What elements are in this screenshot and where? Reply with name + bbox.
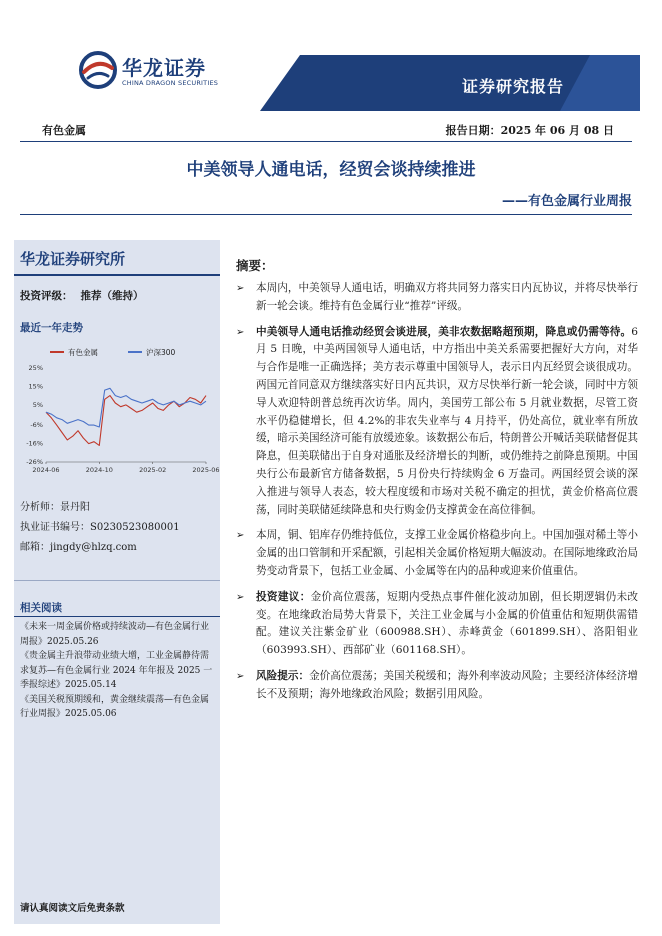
y-tick-label: 25% [28, 364, 43, 372]
rating-value: 推荐（维持） [80, 290, 144, 302]
chart-series [46, 388, 206, 445]
trend-chart [20, 346, 220, 480]
chart-x-axis [32, 462, 219, 474]
header-divider [20, 141, 632, 142]
analyst-email[interactable]: 邮箱：jingdy@hlzq.com [20, 542, 137, 553]
chart-legend [50, 347, 176, 357]
related-reading-list [20, 620, 214, 722]
arrow-bullet-icon: ➢ [236, 670, 245, 682]
y-tick-label: -6% [30, 421, 43, 430]
header-banner [260, 55, 640, 111]
sidebar [14, 240, 220, 924]
summary-bullet [236, 668, 638, 704]
y-tick-label: -26% [26, 458, 43, 466]
logo-english-name: CHINA DRAGON SECURITIES [122, 79, 219, 87]
disclaimer-note: 请认真阅读文后免责条款 [20, 903, 125, 914]
related-reading-divider [14, 616, 220, 617]
y-tick-label: 5% [32, 400, 43, 409]
related-reading-item[interactable]: 《未来一周金属价格或持续波动—有色金属行业周报》2025.05.26 [20, 622, 210, 647]
summary-bullet [236, 589, 638, 660]
bullet-text: 本周内，中美领导人通电话，明确双方将共同努力落实日内瓦协议，并将尽快举行新一轮会谈。维持有色金属行业“推荐”评级。 [256, 282, 638, 312]
bullet-text: 6 月 5 日晚，中美两国领导人通电话，中方指出中美关系需要把握好大方向，对华与合作是唯一正确选择；美方表示尊重中国领导人，表示日内瓦经贸会谈很成功。两国元首同意双方继续落实好日内瓦共识，双方尽快举行新一轮会谈，同时中方领导人欢迎特朗普总统再次访华。周内，美国劳工部公布 5 月就业数据，尽管工资水平仍稳健增长，但 4.2%的非农失业率与 4 月持平，仍处高位，就业率有所放缓，暗示美国经济可能有放缓迹象。该数据公布后，特朗普公开喊话美联储督促其降息，但美联储出于自身对通胀及经济增长的判断，或仍维持之前降息预期。中国央行公布最新官方储备数据，5 月份央行持续购金 6 万盎司。两国经贸会谈的深入推进与领导人表态，较大程度缓和市场对关税不确定的担忧，黄金价格高位震荡，同时美联储延续降息和央行购金仍支撑黄金在高位徘徊。 [256, 325, 638, 516]
report-date [446, 122, 614, 138]
bullet-text: 金价高位震荡，短期内受热点事件催化波动加剧，但长期逻辑仍未改变。在地缘政治局势大背景下，关注工业金属与小金属的价值重估和短期供需错配。建议关注紫金矿业（600988.SH）、赤峰黄金（601899.SH）、洛阳钼业（603993.SH）、西部矿业（601168.SH）。 [256, 590, 639, 657]
summary-bullet [236, 527, 638, 580]
x-tick-label: 2024-06 [32, 466, 60, 474]
institute-divider [14, 274, 220, 276]
x-tick-label: 2024-10 [85, 466, 113, 474]
summary-list [236, 280, 638, 712]
related-reading-item[interactable]: 《美国关税预期缓和，黄金继续震荡—有色金属行业周报》2025.05.06 [20, 694, 210, 719]
company-logo [78, 50, 228, 94]
bullet-lead: 风险提示： [256, 669, 310, 682]
bullet-text: 金价高位震荡；美国关税缓和；海外利率波动风险；主要经济体经济增长不及预期；海外地缘政治风险；数据引用风险。 [256, 669, 639, 700]
rating-label: 投资评级： [20, 290, 73, 302]
summary-heading: 摘要： [236, 258, 274, 273]
series-line [46, 388, 206, 427]
x-tick-label: 2025-06 [192, 466, 220, 474]
arrow-bullet-icon: ➢ [236, 591, 245, 603]
bullet-text: 本周，铜、铝库存仍维持低位，支撑工业金属价格稳步向上。中国加强对稀土等小金属的出口管制和开采配额，引起相关金属价格短期大幅波动。在国际地缘政治局势变动背景下，包括工业金属、小金属等在内的品种或迎来价值重估。 [256, 529, 638, 577]
arrow-bullet-icon: ➢ [236, 283, 245, 294]
report-date-value: 2025 年 06 月 08 日 [500, 124, 614, 137]
dragon-logo-icon [78, 50, 118, 90]
y-tick-label: -16% [26, 439, 43, 448]
analyst-divider [14, 580, 220, 581]
summary-bullet [236, 324, 638, 520]
title-divider [20, 214, 632, 215]
series-line [46, 396, 206, 446]
industry-tag: 有色金属 [42, 124, 86, 137]
summary-bullet [236, 280, 638, 316]
page-title: 中美领导人通电话，经贸会谈持续推进 [186, 160, 476, 180]
bullet-lead: 投资建议： [256, 590, 311, 603]
chart-y-axis [26, 364, 43, 466]
related-reading-item[interactable]: 《贵金属主升浪带动业绩大增，工业金属静待需求复苏—有色金属行业 2024 年年报及 2025 一季报综述》2025.05.14 [20, 651, 213, 690]
related-reading-title: 相关阅读 [20, 602, 62, 614]
report-date-label: 报告日期： [445, 124, 501, 137]
page-subtitle: ——有色金属行业周报 [501, 194, 632, 209]
y-tick-label: 15% [28, 382, 43, 391]
x-tick-label: 2025-02 [139, 466, 167, 474]
trend-chart-title: 最近一年走势 [20, 322, 83, 334]
analyst-license: 执业证书编号：S0230523080001 [20, 522, 180, 533]
bullet-lead: 中美领导人通电话推动经贸会谈进展，美非农数据略超预期，降息或仍需等待。 [256, 325, 632, 338]
report-type-label: 证券研究报告 [461, 77, 564, 96]
institute-name: 华龙证券研究所 [20, 250, 126, 268]
arrow-bullet-icon: ➢ [236, 326, 245, 338]
analyst-info [20, 498, 180, 558]
investment-rating [20, 288, 144, 303]
arrow-bullet-icon: ➢ [236, 530, 245, 542]
legend-label: 有色金属 [68, 348, 98, 357]
trend-chart-svg [20, 346, 220, 480]
logo-chinese-name: 华龙证券 [122, 56, 206, 80]
analyst-name: 分析师：景丹阳 [20, 502, 90, 513]
legend-label: 沪深300 [146, 348, 176, 357]
